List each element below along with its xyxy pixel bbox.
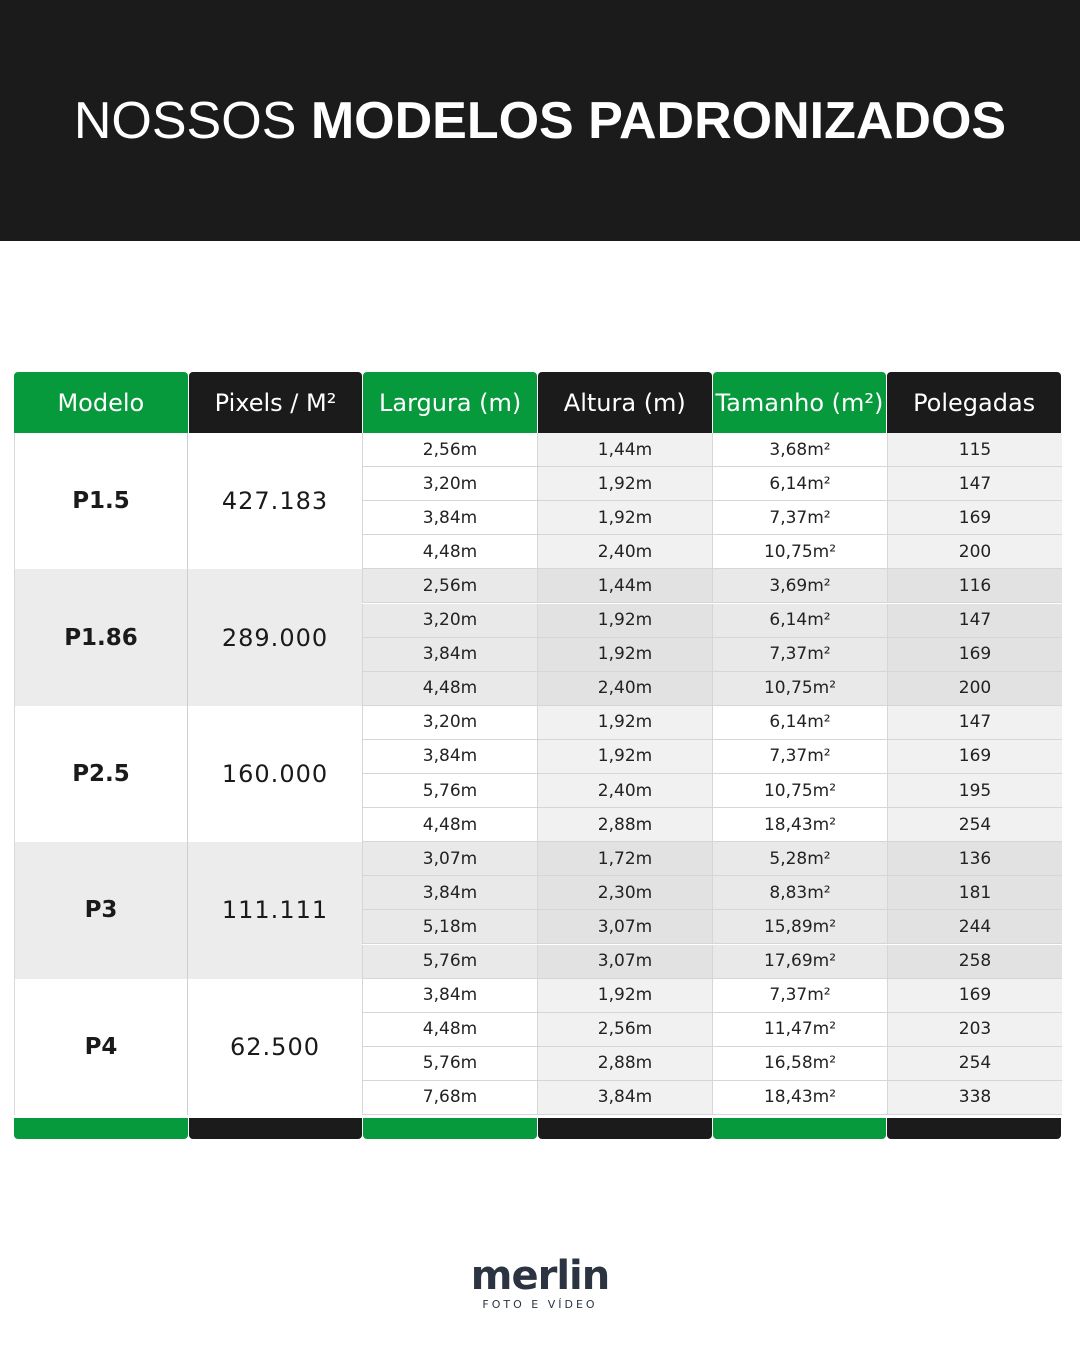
cell-altura: 1,92m: [537, 740, 712, 773]
table-row: [362, 740, 1062, 774]
cell-largura: 4,48m: [362, 535, 537, 568]
model-group: [14, 842, 362, 978]
cell-altura: 1,92m: [537, 706, 712, 739]
cell-largura: 3,20m: [362, 604, 537, 637]
cell-largura: 3,84m: [362, 501, 537, 534]
brand-tagline: FOTO E VÍDEO: [482, 1298, 598, 1311]
cell-largura: 3,07m: [362, 842, 537, 875]
header-altura: Altura (m): [538, 372, 712, 433]
table-row: [362, 945, 1062, 979]
cell-polegadas: 116: [887, 569, 1062, 602]
cell-altura: 3,07m: [537, 910, 712, 943]
cell-largura: 3,84m: [362, 638, 537, 671]
table-row: [362, 1013, 1062, 1047]
model-name: P2.5: [14, 706, 188, 842]
header-polegadas: Polegadas: [887, 372, 1061, 433]
cell-polegadas: 115: [887, 433, 1062, 466]
table-row: [362, 979, 1062, 1013]
cell-polegadas: 200: [887, 535, 1062, 568]
cell-largura: 5,18m: [362, 910, 537, 943]
cell-polegadas: 200: [887, 672, 1062, 705]
header-banner: [0, 0, 1080, 241]
table-row: [362, 876, 1062, 910]
brand-name: merlin: [470, 1253, 610, 1299]
footer-bar-polegadas: [887, 1118, 1061, 1139]
cell-tamanho: 16,58m²: [712, 1047, 887, 1080]
cell-altura: 2,88m: [537, 808, 712, 841]
cell-largura: 4,48m: [362, 672, 537, 705]
cell-altura: 2,88m: [537, 1047, 712, 1080]
footer-bar-modelo: [14, 1118, 188, 1139]
cell-polegadas: 136: [887, 842, 1062, 875]
footer-bar-tamanho: [713, 1118, 887, 1139]
cell-altura: 3,84m: [537, 1081, 712, 1114]
cell-tamanho: 17,69m²: [712, 945, 887, 978]
model-name: P1.86: [14, 569, 188, 705]
cell-polegadas: 169: [887, 979, 1062, 1012]
header-largura: Largura (m): [363, 372, 537, 433]
cell-polegadas: 338: [887, 1081, 1062, 1114]
cell-polegadas: 254: [887, 1047, 1062, 1080]
cell-polegadas: 147: [887, 604, 1062, 637]
cell-tamanho: 10,75m²: [712, 774, 887, 807]
cell-tamanho: 7,37m²: [712, 740, 887, 773]
cell-polegadas: 147: [887, 706, 1062, 739]
pixels-per-m2: 289.000: [221, 623, 329, 652]
cell-largura: 2,56m: [362, 433, 537, 466]
footer-bar-pixels: [189, 1118, 363, 1139]
cell-altura: 1,72m: [537, 842, 712, 875]
cell-altura: 2,40m: [537, 774, 712, 807]
cell-largura: 5,76m: [362, 1047, 537, 1080]
cell-tamanho: 11,47m²: [712, 1013, 887, 1046]
model-group: [14, 433, 362, 569]
pixels-per-m2: 62.500: [230, 1032, 320, 1061]
cell-altura: 1,44m: [537, 433, 712, 466]
cell-polegadas: 169: [887, 638, 1062, 671]
brand-logo: [0, 1252, 1080, 1311]
models-table: [14, 372, 1062, 1139]
cell-polegadas: 258: [887, 945, 1062, 978]
cell-tamanho: 18,43m²: [712, 808, 887, 841]
header-pixels: Pixels / M²: [189, 372, 363, 433]
cell-polegadas: 181: [887, 876, 1062, 909]
cell-polegadas: 244: [887, 910, 1062, 943]
table-row: [362, 467, 1062, 501]
cell-polegadas: 147: [887, 467, 1062, 500]
cell-polegadas: 169: [887, 501, 1062, 534]
table-row: [362, 1047, 1062, 1081]
page-title: [74, 91, 1006, 151]
cell-tamanho: 7,37m²: [712, 501, 887, 534]
cell-largura: 2,56m: [362, 569, 537, 602]
cell-tamanho: 3,68m²: [712, 433, 887, 466]
cell-largura: 3,20m: [362, 706, 537, 739]
cell-largura: 7,68m: [362, 1081, 537, 1114]
pixels-per-m2: 160.000: [221, 759, 329, 788]
cell-largura: 5,76m: [362, 945, 537, 978]
pixels-per-m2: 427.183: [221, 487, 329, 516]
model-name: P4: [14, 979, 188, 1115]
cell-largura: 4,48m: [362, 1013, 537, 1046]
cell-tamanho: 3,69m²: [712, 569, 887, 602]
table-row: [362, 638, 1062, 672]
cell-largura: 3,20m: [362, 467, 537, 500]
cell-tamanho: 6,14m²: [712, 467, 887, 500]
cell-largura: 3,84m: [362, 979, 537, 1012]
model-name: P3: [14, 842, 188, 978]
table-row: [362, 535, 1062, 569]
cell-altura: 2,56m: [537, 1013, 712, 1046]
table-row: [362, 433, 1062, 467]
cell-largura: 3,84m: [362, 876, 537, 909]
cell-tamanho: 6,14m²: [712, 604, 887, 637]
cell-polegadas: 254: [887, 808, 1062, 841]
table-row: [362, 808, 1062, 842]
model-group: [14, 979, 362, 1115]
cell-tamanho: 18,43m²: [712, 1081, 887, 1114]
cell-polegadas: 169: [887, 740, 1062, 773]
cell-altura: 1,92m: [537, 467, 712, 500]
cell-tamanho: 7,37m²: [712, 979, 887, 1012]
cell-altura: 1,92m: [537, 604, 712, 637]
model-group: [14, 569, 362, 705]
cell-tamanho: 10,75m²: [712, 672, 887, 705]
table-row: [362, 706, 1062, 740]
table-row: [362, 569, 1062, 603]
cell-altura: 3,07m: [537, 945, 712, 978]
table-row: [362, 842, 1062, 876]
table-row: [362, 774, 1062, 808]
cell-altura: 1,92m: [537, 979, 712, 1012]
cell-largura: 5,76m: [362, 774, 537, 807]
title-light: NOSSOS: [73, 91, 297, 150]
cell-polegadas: 195: [887, 774, 1062, 807]
cell-altura: 2,40m: [537, 672, 712, 705]
header-modelo: Modelo: [14, 372, 188, 433]
header-tamanho: Tamanho (m²): [713, 372, 887, 433]
pixels-per-m2: 111.111: [221, 896, 329, 925]
cell-altura: 2,30m: [537, 876, 712, 909]
footer-bar-largura: [363, 1118, 537, 1139]
title-bold: MODELOS PADRONIZADOS: [310, 91, 1007, 150]
footer-bar-altura: [538, 1118, 712, 1139]
cell-tamanho: 7,37m²: [712, 638, 887, 671]
cell-tamanho: 8,83m²: [712, 876, 887, 909]
table-row: [362, 501, 1062, 535]
cell-altura: 1,92m: [537, 501, 712, 534]
cell-altura: 2,40m: [537, 535, 712, 568]
table-row: [362, 604, 1062, 638]
table-row: [362, 1081, 1062, 1115]
cell-tamanho: 10,75m²: [712, 535, 887, 568]
cell-altura: 1,92m: [537, 638, 712, 671]
cell-polegadas: 203: [887, 1013, 1062, 1046]
cell-tamanho: 15,89m²: [712, 910, 887, 943]
table-row: [362, 672, 1062, 706]
cell-altura: 1,44m: [537, 569, 712, 602]
model-group: [14, 706, 362, 842]
cell-largura: 3,84m: [362, 740, 537, 773]
model-name: P1.5: [14, 433, 188, 569]
cell-tamanho: 5,28m²: [712, 842, 887, 875]
table-row: [362, 910, 1062, 944]
cell-largura: 4,48m: [362, 808, 537, 841]
cell-tamanho: 6,14m²: [712, 706, 887, 739]
